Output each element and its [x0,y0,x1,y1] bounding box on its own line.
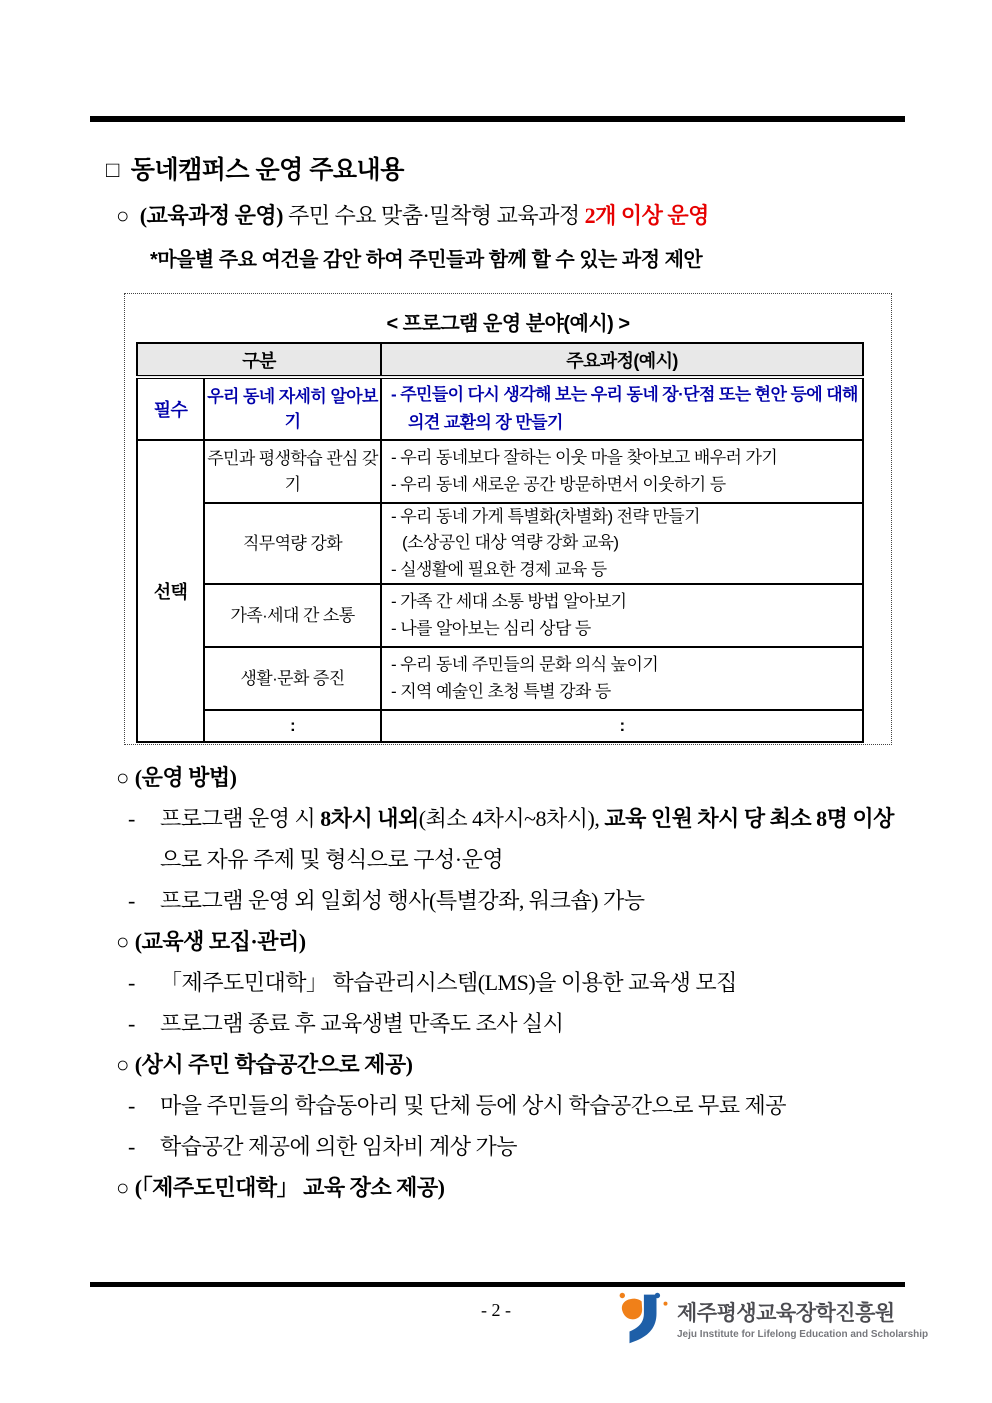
topic-cell: 생활·문화 증진 [204,647,381,710]
section-operation-method [116,757,908,798]
ellipsis-cell: : [381,710,863,742]
detail-line: - 지역 예술인 초청 특별 강좌 등 [391,681,611,701]
detail-line: - 실생활에 필요한 경제 교육 등 [391,559,607,579]
detail-line: - 우리 동네보다 잘하는 이웃 마을 찾아보고 배우러 가기 [391,448,778,468]
table-row [137,503,863,584]
page-title-text: 동네캠퍼스 운영 주요내용 [130,156,404,184]
table-header-row [137,343,863,377]
curriculum-text: 주민 수요 맞춤·밀착형 교육과정 [287,203,580,228]
program-table [136,342,864,743]
item-text: 프로그램 종료 후 교육생별 만족도 조사 실시 [160,1011,564,1036]
detail-line: - 우리 동네 주민들의 문화 의식 높이기 [391,655,659,675]
square-bullet-icon: □ [106,157,119,182]
ellipsis-row [137,710,863,742]
item-text: 마을 주민들의 학습동아리 및 단체 등에 상시 학습공간으로 무료 제공 [160,1093,787,1118]
org-logo [616,1289,928,1347]
table-row [137,647,863,710]
item-text-part: 프로그램 운영 시 [160,806,321,831]
circle-bullet-icon: ○ [116,765,129,790]
table-title: < 프로그램 운영 분야(예시) > [386,313,630,335]
item-text-bold: 8차시 내외 [320,806,419,831]
section-title: (「제주도민대학」 교육 장소 제공) [134,1175,445,1200]
dash-bullet: - [128,1011,135,1036]
footer-rule [90,1282,905,1287]
org-name-korean: 제주평생교육장학진흥원 [677,1301,895,1325]
detail-line: - 우리 동네 새로운 공간 방문하면서 이웃하기 등 [391,474,726,494]
topic-cell: 가족·세대 간 소통 [204,584,381,647]
detail-line: (소상공인 대상 역량 강화 교육) [402,533,619,553]
circle-bullet-icon: ○ [116,1175,129,1200]
program-table-box [124,293,892,745]
item-text-bold: 교육 인원 차시 당 최소 8명 이상 [604,806,894,831]
required-label-cell: 필수 [137,377,204,440]
top-rule [90,116,905,122]
item-text: 학습공간 제공에 의한 임차비 계상 가능 [160,1134,518,1159]
optional-label-cell: 선택 [137,440,204,742]
item-text: 프로그램 운영 외 일회성 행사(특별강좌, 워크숍) 가능 [160,888,645,913]
org-logo-texts [677,1297,928,1340]
list-item [116,798,908,880]
section-title: (교육생 모집·관리) [134,929,306,954]
curriculum-label: (교육과정 운영) [139,203,283,228]
dash-bullet: - [128,1134,135,1159]
circle-bullet-icon: ○ [116,929,129,954]
org-logo-icon [616,1289,670,1347]
dash-bullet: - [128,888,135,913]
detail-line: - 가족 간 세대 소통 방법 알아보기 [391,592,627,612]
detail-line: - 우리 동네 가게 특별화(차별화) 전략 만들기 [391,507,700,526]
item-text-part: (최소 4차시~8차시), [418,806,605,831]
circle-bullet-icon: ○ [116,1052,129,1077]
dash-bullet: - [128,970,135,995]
curriculum-operation-line [116,199,709,230]
detail-line: - 나를 알아보는 심리 상담 등 [391,618,591,638]
body-sections [116,757,908,1208]
list-item [116,1126,908,1167]
dash-bullet: - [128,806,135,831]
list-item [116,1085,908,1126]
list-item [116,880,908,921]
topic-cell: 주민과 평생학습 관심 갖기 [204,440,381,503]
required-detail-line: - 주민들이 다시 생각해 보는 우리 동네 장·단점 또는 현안 등에 대해 의견 교환의 장 만들기 [391,384,858,432]
item-text [160,798,908,880]
village-note-text: *마을별 주요 여건을 감안 하여 주민들과 함께 할 수 있는 과정 제안 [150,249,703,271]
section-education-place [116,1167,908,1208]
list-item [116,1003,908,1044]
required-topic-cell: 우리 동네 자세히 알아보기 [204,377,381,440]
red-highlight-text: 2개 이상 운영 [584,203,709,228]
section-title: (운영 방법) [134,765,237,790]
circle-bullet-icon: ○ [116,203,129,228]
table-row [137,440,863,503]
section-learning-space [116,1044,908,1085]
page-title [106,150,404,186]
ellipsis-cell: : [204,710,381,742]
table-row [137,377,863,440]
header-cell-course: 주요과정(예시) [381,343,863,377]
page-number: - 2 - [481,1300,511,1320]
item-text-part: 으로 자유 주제 및 형식으로 구성·운영 [160,847,504,872]
dash-bullet: - [128,1093,135,1118]
item-text: 「제주도민대학」 학습관리시스템(LMS)을 이용한 교육생 모집 [160,970,737,995]
org-name-english: Jeju Institute for Lifelong Education and Scholarship [677,1328,929,1340]
topic-cell: 직무역량 강화 [204,503,381,584]
header-cell-category: 구분 [137,343,381,377]
section-student-recruit [116,921,908,962]
list-item [116,962,908,1003]
section-title: (상시 주민 학습공간으로 제공) [134,1052,413,1077]
table-row [137,584,863,647]
